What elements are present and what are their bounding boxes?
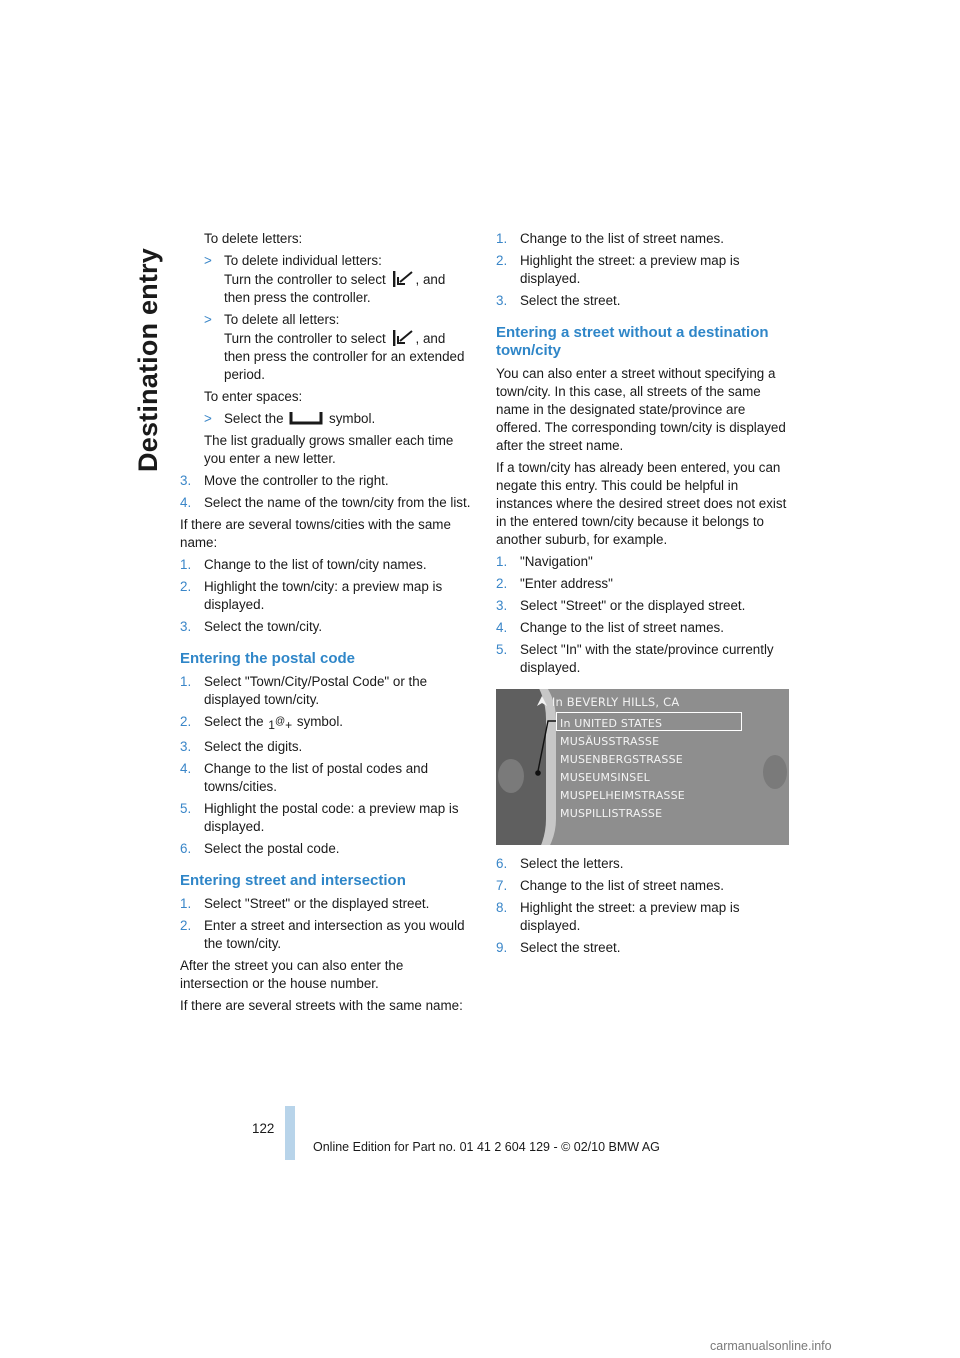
dash-marker: > — [204, 253, 212, 268]
delete-arrow-icon — [392, 270, 414, 288]
list-item: 5. Select "In" with the state/province currently displayed. — [496, 642, 774, 675]
spaces-post: symbol. — [329, 411, 376, 426]
section-title-vertical — [128, 230, 168, 490]
dash-marker: > — [204, 312, 212, 327]
list-item: 4. Change to the list of postal codes and towns/cities. — [180, 761, 429, 794]
delete-arrow-icon — [392, 329, 414, 347]
list-item: 1. Select "Town/City/Postal Code" or the displayed town/city. — [180, 674, 428, 707]
list-item: 2. Highlight the street: a preview map is displayed. — [496, 253, 740, 286]
spaces-intro: To enter spaces: — [204, 389, 303, 404]
several-towns-steps — [180, 556, 472, 636]
postal-heading: Entering the postal code — [180, 650, 356, 667]
list-item: MUSPILLISTRASSE — [560, 807, 663, 820]
section-title: Destination entry — [133, 248, 163, 472]
delete-all-pre: Turn the controller to select — [224, 331, 386, 346]
spaces-item — [180, 410, 472, 428]
list-item: 3. Select the town/city. — [180, 619, 323, 634]
no-city-heading: Entering a street without a destination town/city — [496, 324, 769, 359]
delete-all-item — [180, 311, 472, 384]
street-note-several: If there are several streets with the same name: — [180, 998, 463, 1013]
list-item: 4. Change to the list of street names. — [496, 620, 724, 635]
no-city-paragraph-1: You can also enter a street without specifying a town/city. In this case, all streets of the same name in the designated state/province are offered. The corresponding town/city is displayed after the street name. — [496, 366, 786, 453]
dash-marker: > — [204, 411, 212, 426]
list-note: The list gradually grows smaller each time you enter a new letter. — [204, 433, 454, 466]
list-item: 3. Select the digits. — [180, 739, 303, 754]
delete-individual-pre: Turn the controller to select — [224, 272, 386, 287]
list-item: 9. Select the street. — [496, 940, 621, 955]
list-item: 7. Change to the list of street names. — [496, 878, 724, 893]
list-item: 1. Change to the list of town/city names. — [180, 557, 427, 572]
several-towns-intro: If there are several towns/cities with the same name: — [180, 517, 451, 550]
list-item: 6. Select the postal code. — [180, 841, 340, 856]
list-item: 2. "Enter address" — [496, 576, 613, 591]
edition-bar — [285, 1106, 295, 1160]
final-steps — [496, 855, 788, 957]
list-item: 5. Highlight the postal code: a preview map is displayed. — [180, 801, 459, 834]
street-steps — [180, 895, 472, 953]
list-item: 6. Select the letters. — [496, 856, 624, 871]
delete-all-title: To delete all letters: — [224, 312, 340, 327]
delete-individual-title: To delete individual letters: — [224, 253, 382, 268]
list-item: 2. Enter a street and intersection as you would the town/city. — [180, 918, 465, 951]
street-heading: Entering street and intersection — [180, 872, 406, 889]
delete-all-post: , and then press the controller for an extended period. — [224, 331, 465, 382]
postal-steps — [180, 673, 472, 858]
space-symbol-icon — [289, 411, 323, 425]
list-item: 3. Select "Street" or the displayed street. — [496, 598, 746, 613]
postal-code-symbol-icon: 1@+ — [268, 716, 293, 732]
delete-individual-item — [180, 252, 472, 307]
list-item: MUSPELHEIMSTRASSE — [560, 789, 685, 802]
list-item: 1. "Navigation" — [496, 554, 593, 569]
pointer-line-icon — [496, 689, 789, 845]
list-item: 3. Move the controller to the right. — [180, 473, 389, 488]
list-item: MUSÄUSSTRASSE — [560, 735, 660, 748]
list-item: 4. Select the name of the town/city from the list. — [180, 495, 471, 510]
list-item: 1. Change to the list of street names. — [496, 231, 724, 246]
list-item: MUSENBERGSTRASSE — [560, 753, 683, 766]
list-item: 2. Highlight the town/city: a preview map is displayed. — [180, 579, 443, 612]
list-item: In UNITED STATES — [560, 717, 663, 730]
watermark: carmanualsonline.info — [710, 1339, 832, 1353]
several-streets-steps — [496, 230, 788, 310]
no-city-steps — [496, 553, 788, 677]
right-column — [496, 230, 788, 961]
screen-header: In BEVERLY HILLS, CA — [536, 693, 679, 711]
idrive-screen-image — [496, 689, 789, 845]
left-column — [180, 230, 472, 1019]
edition-notice: Online Edition for Part no. 01 41 2 604 129 - © 02/10 BMW AG — [313, 1140, 660, 1154]
delete-intro: To delete letters: — [204, 231, 303, 246]
spaces-pre: Select the — [224, 411, 284, 426]
street-note-intersection: After the street you can also enter the intersection or the house number. — [180, 958, 404, 991]
delete-individual-post: , and then press the controller. — [224, 272, 446, 305]
list-item: MUSEUMSINSEL — [560, 771, 650, 784]
no-city-paragraph-2: If a town/city has already been entered, you can negate this entry. This could be helpful in instances where the desired street does not exist in the entered town/city because it belongs to another suburb, for example. — [496, 460, 787, 547]
list-item: 2. Select the 1@+ symbol. — [180, 714, 344, 732]
page-number: 122 — [252, 1121, 275, 1136]
town-steps — [180, 472, 472, 512]
list-item: 1. Select "Street" or the displayed street. — [180, 896, 430, 911]
list-item: 3. Select the street. — [496, 293, 621, 308]
list-item: 8. Highlight the street: a preview map is displayed. — [496, 900, 740, 933]
